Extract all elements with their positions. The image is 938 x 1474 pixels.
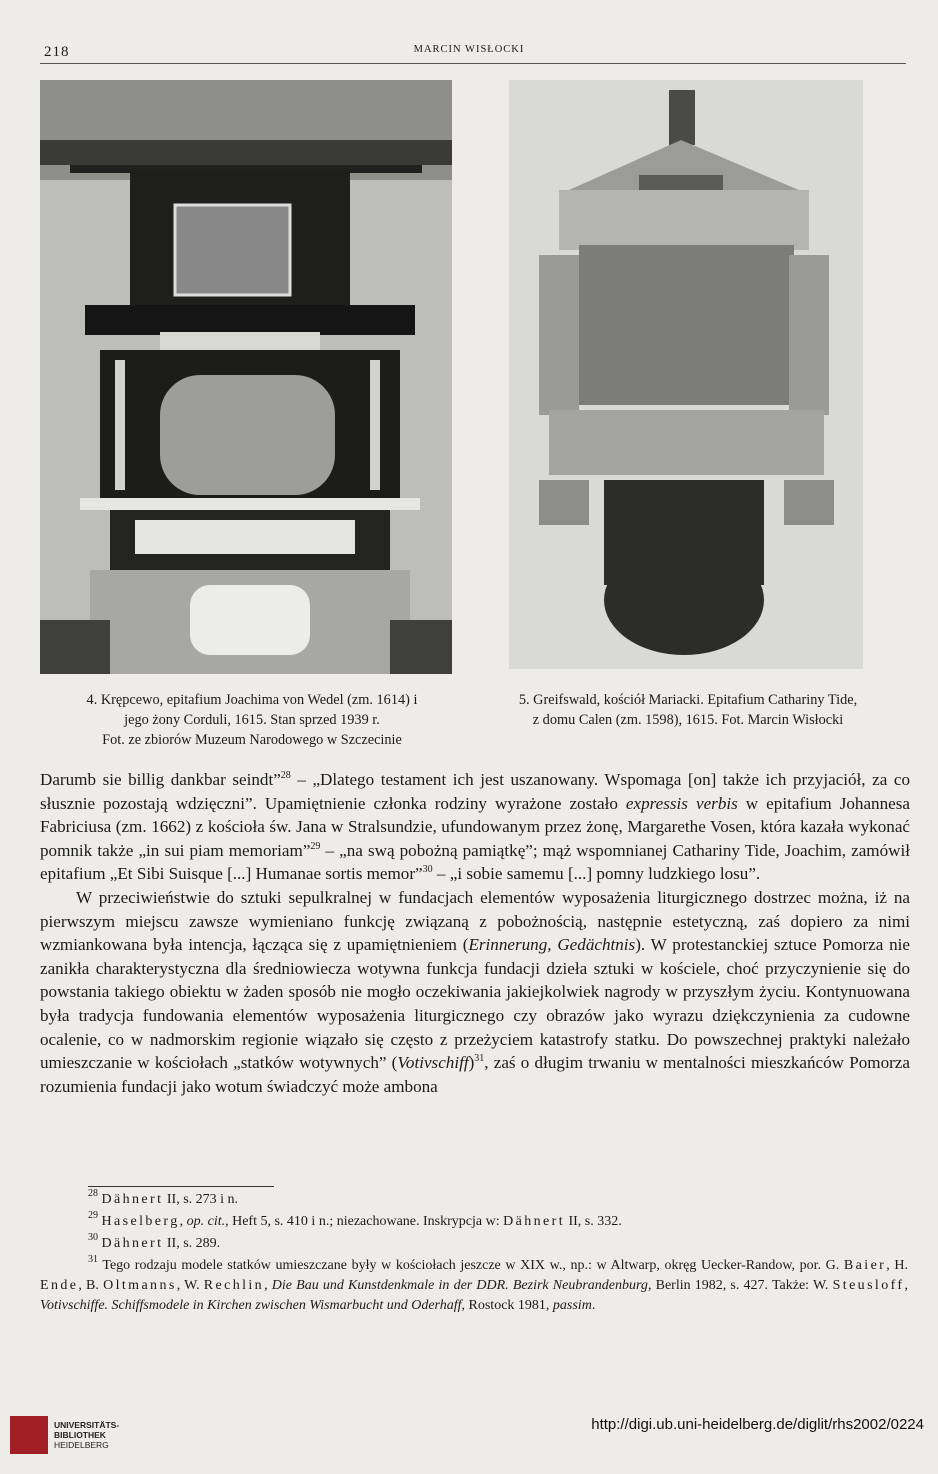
text-run: w epitafium Johannesa Fabriciusa (zm. 1662) z kościoła św. Jana w Stralsundzie, ufundowanym przez żonę, Margarethe Vosen, która kazała wykonać pomnik także „in sui piam memoriam” <box>40 793 910 860</box>
italic-run: expressis verbis <box>625 793 738 813</box>
library-logo-text <box>54 1420 119 1450</box>
figure-4-photo <box>40 80 452 674</box>
author-name: Dähnert <box>101 1192 164 1207</box>
text-run: , <box>179 1214 187 1229</box>
text-run: Tego rodzaju modele statków umieszczane były w kościołach jeszcze w XIX w., np.: w Altwarp, okręg Uecker-Randow, por. G. <box>102 1258 844 1273</box>
author-name: Dähnert <box>503 1214 565 1229</box>
footnote-ref-29: 29 <box>310 840 321 852</box>
text-run: II, s. 332. <box>564 1214 622 1229</box>
text-run: , B. <box>78 1278 104 1293</box>
text-run: ). W protestanckiej sztuce Pomorza nie zanikła charakterystyczna dla średniowiecza wotywna funkcja fundacji dzieła sztuki w kościele, choć przyczynienie się do powstania takiego obiektu w żaden sposób nie mogło oczekiwania jakiejkolwiek nagrody w przyszłym życiu. Kontynuowana była tradycja fundowania elementów wyposażenia liturgicznego czy obrazów jako wyrazu dziękczynienia za cudowne ocalenie, co w nadmorskim regionie wiązało się często z przeżyciem katastrofy statku. Do powszechnej praktyki należało umieszczanie w kościołach „statków wotywnych” ( <box>40 935 910 1073</box>
footnote-number: 30 <box>88 1232 98 1243</box>
figure-5-photo <box>509 80 863 669</box>
library-logo[interactable] <box>10 1408 130 1460</box>
text-run: – „Dlatego testament ich jest uszanowany. Wspomaga [on] także ich przyjaciół, za co słusznie pozostają wdzięczni”. Upamiętnienie członka rodziny wyrażone zostało <box>40 770 910 813</box>
author-name: Baier <box>843 1258 887 1273</box>
text-run: , <box>264 1278 272 1293</box>
text-run: , <box>904 1278 908 1293</box>
library-logo-icon <box>10 1416 48 1454</box>
footnote-rule <box>88 1186 274 1187</box>
text-run: , Berlin 1982, s. 427. Także: W. <box>647 1278 833 1293</box>
author-name: Oltmanns <box>103 1278 177 1293</box>
footnote-31 <box>40 1256 908 1316</box>
text-run: , H. <box>886 1258 908 1273</box>
caption-line: Fot. ze zbiorów Muzeum Narodowego w Szczecinie <box>102 732 402 748</box>
caption-line: 4. Krępcewo, epitafium Joachima von Wedel (zm. 1614) i <box>86 692 418 708</box>
paragraph-1 <box>40 768 910 886</box>
text-run: II, s. 273 i n. <box>163 1192 239 1207</box>
figure-4-caption <box>40 690 464 750</box>
italic-run: Votivschiffe. Schiffsmodele in Kirchen zwischen Wismarbucht und Oderhaff <box>40 1298 462 1313</box>
text-run: W przeciwieństwie do sztuki sepulkralnej w fundacjach elementów wyposażenia liturgicznego dostrzec można, iż na pierwszym miejscu zawsze wymieniano funkcję związaną z pobożnością, następnie estetyczną, zaś dopiero za nimi wzmiankowana była intencja, łącząca się z upamiętnieniem ( <box>40 887 910 955</box>
text-run: , zaś o długim trwaniu w mentalności mieszkańców Pomorza rozumienia fundacji jako wotum świadczyć może ambona <box>40 1053 910 1096</box>
header-rule <box>40 63 906 64</box>
italic-run: Die Bau und Kunstdenkmale in der DDR. Bezirk Neubrandenburg <box>271 1278 648 1293</box>
author-name: Steusloff <box>832 1278 905 1293</box>
text-run: Darumb sie billig dankbar seindt” <box>40 770 281 789</box>
footnote-number: 28 <box>88 1188 98 1199</box>
page-number: 218 <box>44 44 70 60</box>
paragraph-2 <box>40 886 910 1098</box>
footnote-ref-31: 31 <box>474 1053 485 1065</box>
footnote-29 <box>40 1212 908 1232</box>
author-name: Haselberg <box>101 1214 180 1229</box>
text-run: II, s. 289. <box>163 1236 221 1251</box>
author-name: Dähnert <box>101 1236 164 1251</box>
footnote-28 <box>40 1190 908 1210</box>
text-run: , Rostock 1981, <box>461 1298 553 1313</box>
text-run: – „i sobie samemu [...] pomny ludzkiego losu”. <box>432 864 761 884</box>
caption-line: 5. Greifswald, kościół Mariacki. Epitafium Cathariny Tide, <box>518 692 858 708</box>
source-url-link[interactable]: http://digi.ub.uni-heidelberg.de/diglit/rhs2002/0224 <box>591 1416 924 1433</box>
text-run: , W. <box>176 1278 204 1293</box>
text-run: , Heft 5, s. 410 i n.; niezachowane. Inskrypcja w: <box>225 1214 504 1229</box>
author-name: Rechlin <box>203 1278 265 1293</box>
body-text <box>40 768 910 1098</box>
footnotes <box>40 1190 908 1318</box>
logo-line: UNIVERSITÄTS- <box>54 1420 120 1430</box>
footnote-ref-28: 28 <box>280 770 291 781</box>
italic-run: op. cit. <box>186 1214 226 1229</box>
author-name: Ende <box>40 1278 79 1293</box>
caption-line: jego żony Corduli, 1615. Stan sprzed 1939 r. <box>124 712 380 728</box>
footnote-number: 29 <box>88 1210 98 1221</box>
footnote-number: 31 <box>88 1254 98 1265</box>
text-run: ) <box>468 1053 475 1073</box>
figure-5-caption <box>470 690 906 730</box>
text-run: . <box>591 1298 596 1313</box>
footnote-ref-30: 30 <box>422 864 433 876</box>
italic-run: passim <box>552 1298 592 1313</box>
footnote-30 <box>40 1234 908 1254</box>
italic-run: Votivschiff <box>397 1053 469 1073</box>
caption-line: z domu Calen (zm. 1598), 1615. Fot. Marcin Wisłocki <box>532 712 844 728</box>
text-run: – „na swą pobożną pamiątkę”; mąż wspomnianej Cathariny Tide, Joachim, zamówił epitafium „Et Sibi Suisque [...] Humanae sortis memor” <box>40 840 910 884</box>
logo-line: HEIDELBERG <box>54 1440 109 1450</box>
running-head: MARCIN WISŁOCKI <box>413 44 525 55</box>
italic-run: Erinnerung, Gedächtnis <box>468 935 636 955</box>
logo-line: BIBLIOTHEK <box>54 1430 106 1440</box>
